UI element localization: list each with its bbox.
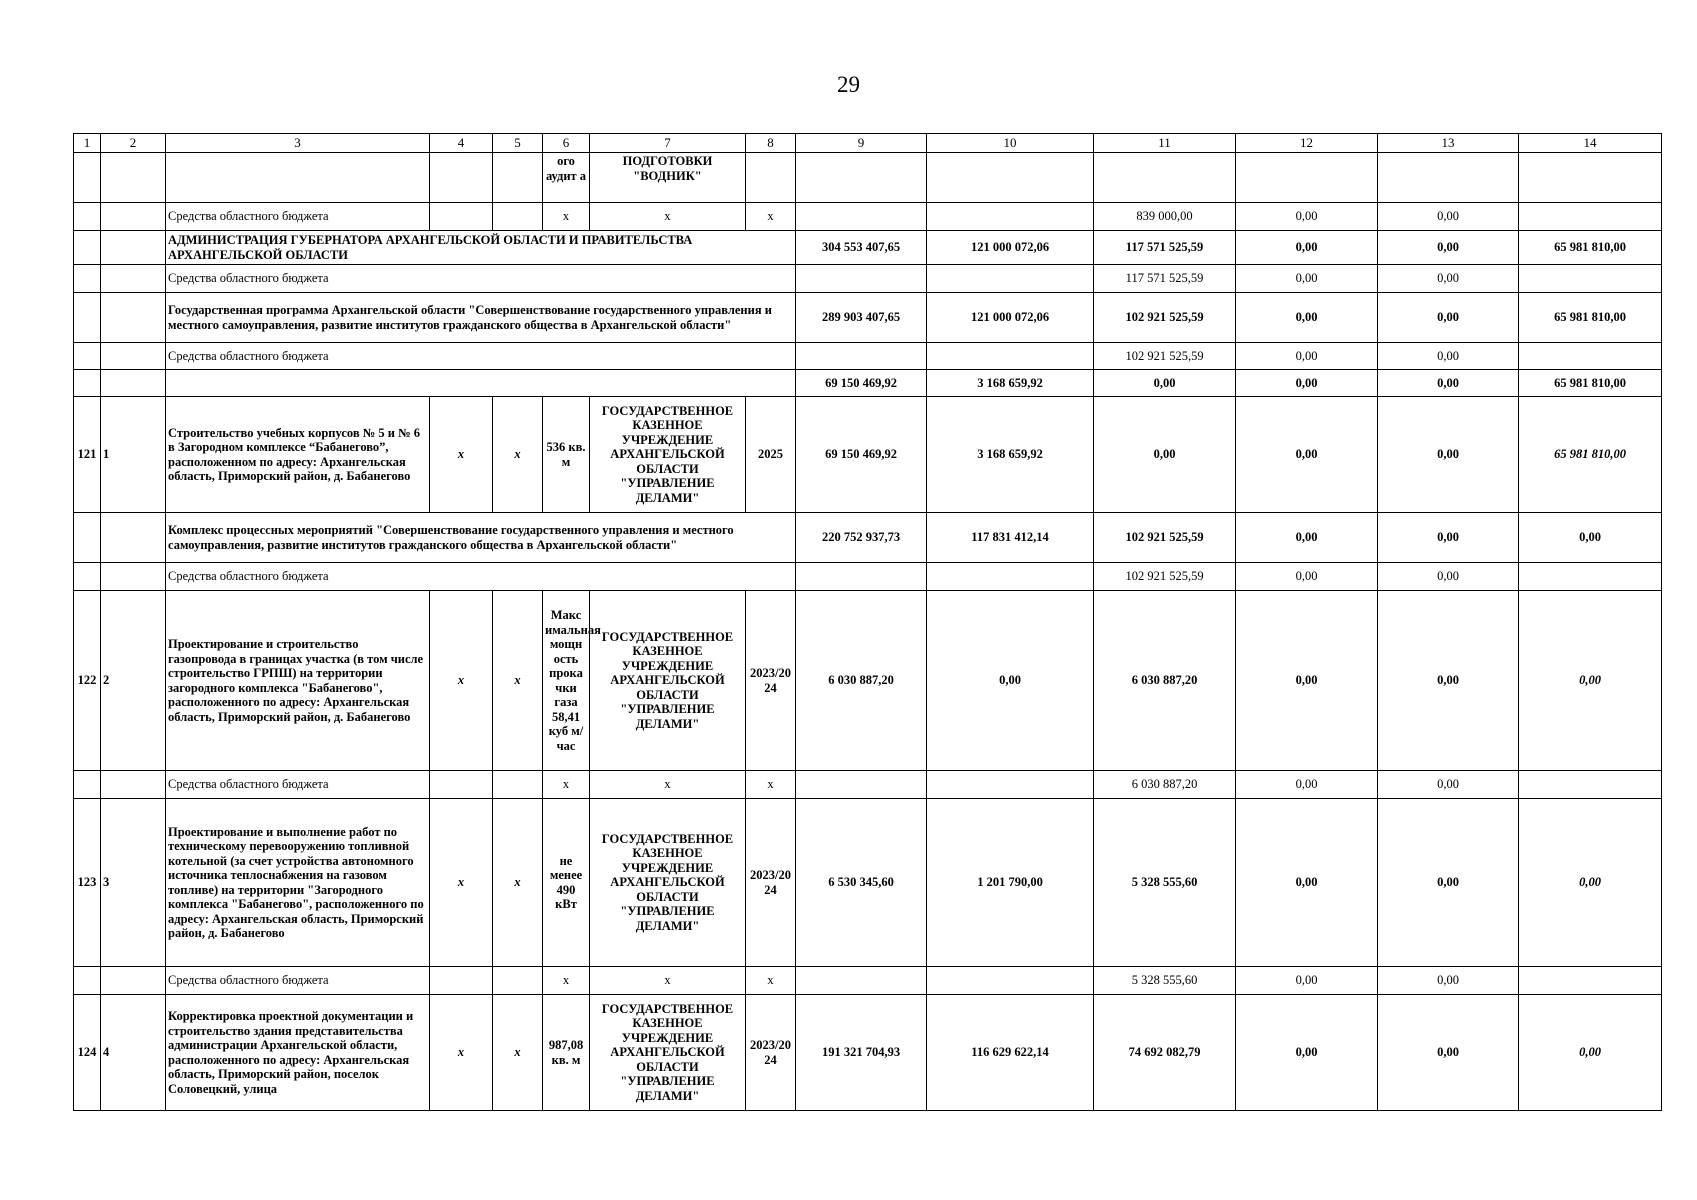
cell-row-number: 121 bbox=[74, 397, 101, 513]
cell-value: 0,00 bbox=[1236, 995, 1378, 1111]
cell-years: 2023/20 24 bbox=[746, 799, 796, 967]
cell-value: 0,00 bbox=[1236, 563, 1378, 591]
budget-table bbox=[73, 133, 1662, 1111]
col-header: 4 bbox=[430, 134, 493, 153]
cell-sub-number: 1 bbox=[101, 397, 166, 513]
cell-object-name: Строительство учебных корпусов № 5 и № 6 в Загородном комплексе “Бабанегово”, расположенном по адресу: Архангельская область, Приморский район, д. Бабанегово bbox=[166, 397, 430, 513]
cell-value: х bbox=[543, 771, 590, 799]
table-row bbox=[74, 231, 1662, 265]
cell-source-label: Средства областного бюджета bbox=[166, 563, 796, 591]
cell-value: 0,00 bbox=[1236, 370, 1378, 397]
cell-value: 3 168 659,92 bbox=[927, 397, 1094, 513]
table-row bbox=[74, 995, 1662, 1111]
cell-value: 0,00 bbox=[1519, 591, 1662, 771]
cell-value: 0,00 bbox=[1236, 265, 1378, 293]
table-row bbox=[74, 293, 1662, 343]
cell-value: 6 530 345,60 bbox=[796, 799, 927, 967]
cell-years: 2023/20 24 bbox=[746, 995, 796, 1111]
cell-value: 121 000 072,06 bbox=[927, 293, 1094, 343]
cell-value: 0,00 bbox=[1378, 343, 1519, 370]
cell-object-name: Проектирование и выполнение работ по техническому перевооружению топливной котельной (за счет устройства автономного источника теплоснабжения на газовом топливе) на территории "Загородного комплекса "Бабанегово", расположенного по адресу: Архангельская область, Приморский район, д. Бабанегово bbox=[166, 799, 430, 967]
cell-value: 289 903 407,65 bbox=[796, 293, 927, 343]
cell-organization: ГОСУДАРСТВЕННОЕ КАЗЕННОЕ УЧРЕЖДЕНИЕ АРХАНГЕЛЬСКОЙ ОБЛАСТИ "УПРАВЛЕНИЕ ДЕЛАМИ" bbox=[590, 591, 746, 771]
col-header: 13 bbox=[1378, 134, 1519, 153]
cell-value: 3 168 659,92 bbox=[927, 370, 1094, 397]
cell-value: 117 571 525,59 bbox=[1094, 231, 1236, 265]
cell-value: 69 150 469,92 bbox=[796, 397, 927, 513]
cell-value: 0,00 bbox=[1519, 995, 1662, 1111]
cell-value: 1 201 790,00 bbox=[927, 799, 1094, 967]
cell-value: 0,00 bbox=[927, 591, 1094, 771]
cell-source-label: Средства областного бюджета bbox=[166, 265, 796, 293]
cell-value: х bbox=[430, 397, 493, 513]
cell-value: 0,00 bbox=[1236, 967, 1378, 995]
cell-value: 0,00 bbox=[1378, 513, 1519, 563]
cell-value: х bbox=[493, 799, 543, 967]
cell-value: 74 692 082,79 bbox=[1094, 995, 1236, 1111]
cell-value: х bbox=[590, 771, 746, 799]
cell-value: 0,00 bbox=[1094, 370, 1236, 397]
cell-value: 0,00 bbox=[1236, 513, 1378, 563]
cell-value: 0,00 bbox=[1378, 265, 1519, 293]
cell-section-title: Государственная программа Архангельской области "Совершенствование государственного управления и местного самоуправления, развитие институтов гражданского общества в Архангельской области" bbox=[166, 293, 796, 343]
table-row bbox=[74, 799, 1662, 967]
cell-value: 0,00 bbox=[1378, 293, 1519, 343]
cell-value: 220 752 937,73 bbox=[796, 513, 927, 563]
col-header: 7 bbox=[590, 134, 746, 153]
cell-value: 0,00 bbox=[1519, 799, 1662, 967]
cell-organization: ГОСУДАРСТВЕННОЕ КАЗЕННОЕ УЧРЕЖДЕНИЕ АРХАНГЕЛЬСКОЙ ОБЛАСТИ "УПРАВЛЕНИЕ ДЕЛАМИ" bbox=[590, 799, 746, 967]
cell-value: 5 328 555,60 bbox=[1094, 967, 1236, 995]
cell-value: 0,00 bbox=[1236, 771, 1378, 799]
cell-value: 65 981 810,00 bbox=[1519, 231, 1662, 265]
cell-value: 116 629 622,14 bbox=[927, 995, 1094, 1111]
cell-value: 0,00 bbox=[1236, 799, 1378, 967]
cell-capacity: не менее 490 кВт bbox=[543, 799, 590, 967]
table-row bbox=[74, 265, 1662, 293]
cell-value: х bbox=[746, 203, 796, 231]
cell-value: 6 030 887,20 bbox=[796, 591, 927, 771]
col-header: 9 bbox=[796, 134, 927, 153]
table-row bbox=[74, 563, 1662, 591]
cell-value: 117 831 412,14 bbox=[927, 513, 1094, 563]
cell-value: х bbox=[746, 771, 796, 799]
cell-source-label: Средства областного бюджета bbox=[166, 343, 796, 370]
cell-value: х bbox=[493, 591, 543, 771]
cell-capacity: ого аудит а bbox=[543, 153, 590, 203]
table-row bbox=[74, 967, 1662, 995]
cell-value: 102 921 525,59 bbox=[1094, 343, 1236, 370]
cell-object-name: Проектирование и строительство газопровода в границах участка (в том числе строительство ГРПШ) на территории загородного комплекса "Бабанегово", расположенного по адресу: Архангельская область, Приморский район, д. Бабанегово bbox=[166, 591, 430, 771]
cell-value: 0,00 bbox=[1378, 771, 1519, 799]
cell-sub-number: 4 bbox=[101, 995, 166, 1111]
cell-value: х bbox=[590, 203, 746, 231]
col-header: 8 bbox=[746, 134, 796, 153]
cell-value: 102 921 525,59 bbox=[1094, 293, 1236, 343]
cell-value: 304 553 407,65 bbox=[796, 231, 927, 265]
col-header: 11 bbox=[1094, 134, 1236, 153]
cell-value: 0,00 bbox=[1378, 203, 1519, 231]
cell-years: 2025 bbox=[746, 397, 796, 513]
cell-value: х bbox=[543, 203, 590, 231]
cell-value: х bbox=[493, 995, 543, 1111]
cell-value: 102 921 525,59 bbox=[1094, 563, 1236, 591]
cell-value: 0,00 bbox=[1236, 591, 1378, 771]
table-row bbox=[74, 370, 1662, 397]
cell-sub-number: 2 bbox=[101, 591, 166, 771]
cell-organization: ПОДГОТОВКИ "ВОДНИК" bbox=[590, 153, 746, 203]
cell-value: 0,00 bbox=[1378, 799, 1519, 967]
table-row bbox=[74, 203, 1662, 231]
cell-value: 117 571 525,59 bbox=[1094, 265, 1236, 293]
cell-value: 65 981 810,00 bbox=[1519, 370, 1662, 397]
cell-value: 5 328 555,60 bbox=[1094, 799, 1236, 967]
cell-sub-number: 3 bbox=[101, 799, 166, 967]
cell-value: х bbox=[493, 397, 543, 513]
table-row bbox=[74, 343, 1662, 370]
cell-value: 65 981 810,00 bbox=[1519, 397, 1662, 513]
cell-value: 0,00 bbox=[1236, 231, 1378, 265]
table-row bbox=[74, 591, 1662, 771]
cell-source-label: Средства областного бюджета bbox=[166, 203, 430, 231]
cell-value: 0,00 bbox=[1236, 397, 1378, 513]
cell-value: х bbox=[746, 967, 796, 995]
cell-value: 839 000,00 bbox=[1094, 203, 1236, 231]
cell-value: 0,00 bbox=[1378, 397, 1519, 513]
cell-row-number: 124 bbox=[74, 995, 101, 1111]
cell-organization: ГОСУДАРСТВЕННОЕ КАЗЕННОЕ УЧРЕЖДЕНИЕ АРХАНГЕЛЬСКОЙ ОБЛАСТИ "УПРАВЛЕНИЕ ДЕЛАМИ" bbox=[590, 397, 746, 513]
cell-value: х bbox=[430, 995, 493, 1111]
cell-value: 0,00 bbox=[1378, 231, 1519, 265]
cell-value: 65 981 810,00 bbox=[1519, 293, 1662, 343]
cell-years: 2023/20 24 bbox=[746, 591, 796, 771]
cell-value: 121 000 072,06 bbox=[927, 231, 1094, 265]
cell-row-number: 122 bbox=[74, 591, 101, 771]
col-header: 2 bbox=[101, 134, 166, 153]
cell-organization: ГОСУДАРСТВЕННОЕ КАЗЕННОЕ УЧРЕЖДЕНИЕ АРХАНГЕЛЬСКОЙ ОБЛАСТИ "УПРАВЛЕНИЕ ДЕЛАМИ" bbox=[590, 995, 746, 1111]
cell-value: х bbox=[430, 799, 493, 967]
cell-value: 69 150 469,92 bbox=[796, 370, 927, 397]
cell-value: 6 030 887,20 bbox=[1094, 771, 1236, 799]
table-row bbox=[74, 153, 1662, 203]
col-header: 12 bbox=[1236, 134, 1378, 153]
header-row bbox=[74, 134, 1662, 153]
cell-value: 0,00 bbox=[1519, 513, 1662, 563]
col-header: 1 bbox=[74, 134, 101, 153]
cell-value: 0,00 bbox=[1378, 967, 1519, 995]
cell-value: 6 030 887,20 bbox=[1094, 591, 1236, 771]
cell-source-label: Средства областного бюджета bbox=[166, 967, 430, 995]
col-header: 3 bbox=[166, 134, 430, 153]
page-number: 29 bbox=[837, 72, 860, 97]
cell-value: 0,00 bbox=[1378, 370, 1519, 397]
cell-value: 0,00 bbox=[1236, 293, 1378, 343]
cell-row-number: 123 bbox=[74, 799, 101, 967]
cell-value: х bbox=[430, 591, 493, 771]
cell-value: 102 921 525,59 bbox=[1094, 513, 1236, 563]
cell-section-title: Комплекс процессных мероприятий "Совершенствование государственного управления и местного самоуправления, развитие институтов гражданского общества в Архангельской области" bbox=[166, 513, 796, 563]
cell-value: 0,00 bbox=[1378, 591, 1519, 771]
cell-capacity: 536 кв. м bbox=[543, 397, 590, 513]
cell-capacity: 987,08 кв. м bbox=[543, 995, 590, 1111]
col-header: 6 bbox=[543, 134, 590, 153]
cell-value: х bbox=[590, 967, 746, 995]
col-header: 10 bbox=[927, 134, 1094, 153]
cell-value: 0,00 bbox=[1236, 203, 1378, 231]
table-row bbox=[74, 771, 1662, 799]
col-header: 14 bbox=[1519, 134, 1662, 153]
cell-source-label: Средства областного бюджета bbox=[166, 771, 430, 799]
cell-value: 0,00 bbox=[1378, 563, 1519, 591]
table-row bbox=[74, 397, 1662, 513]
cell-value: 0,00 bbox=[1236, 343, 1378, 370]
cell-value: 0,00 bbox=[1094, 397, 1236, 513]
cell-object-name: Корректировка проектной документации и строительство здания представительства администрации Архангельской области, расположенного по адресу: Архангельская область, Приморский район, поселок Соловецкий, улица bbox=[166, 995, 430, 1111]
cell-value: х bbox=[543, 967, 590, 995]
table-row bbox=[74, 513, 1662, 563]
cell-capacity: Макс имальная мощн ость прока чки газа 58,41 куб м/час bbox=[543, 591, 590, 771]
cell-value: 0,00 bbox=[1378, 995, 1519, 1111]
cell-value: 191 321 704,93 bbox=[796, 995, 927, 1111]
col-header: 5 bbox=[493, 134, 543, 153]
cell-section-title: АДМИНИСТРАЦИЯ ГУБЕРНАТОРА АРХАНГЕЛЬСКОЙ ОБЛАСТИ И ПРАВИТЕЛЬСТВА АРХАНГЕЛЬСКОЙ ОБЛАСТИ bbox=[166, 231, 796, 265]
